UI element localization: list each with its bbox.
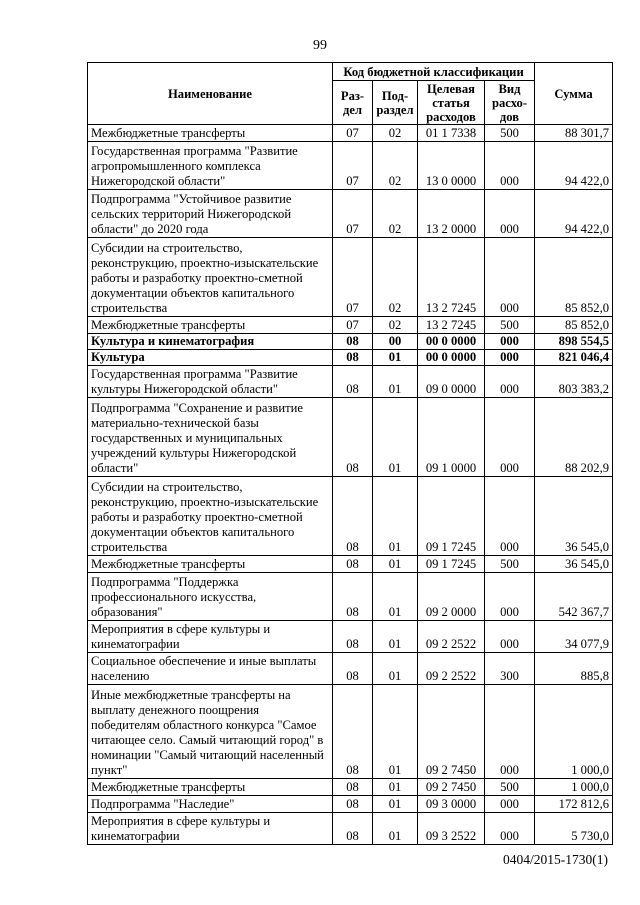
row-vid: 000 xyxy=(485,238,535,317)
row-razdel: 08 xyxy=(333,350,373,366)
table-row xyxy=(88,621,613,653)
header-sum: Сумма xyxy=(535,63,613,125)
row-name: Межбюджетные трансферты xyxy=(88,125,333,142)
row-razdel: 07 xyxy=(333,190,373,238)
row-target: 09 1 7245 xyxy=(418,477,485,556)
row-razdel: 08 xyxy=(333,556,373,573)
header-classification: Код бюджетной классификации xyxy=(333,63,535,81)
table-row xyxy=(88,796,613,813)
row-sum: 885,8 xyxy=(535,653,613,685)
row-podrazdel: 00 xyxy=(373,334,418,350)
row-sum: 36 545,0 xyxy=(535,477,613,556)
budget-table xyxy=(87,62,613,845)
row-podrazdel: 01 xyxy=(373,398,418,477)
row-vid: 000 xyxy=(485,685,535,779)
row-target: 09 0 0000 xyxy=(418,366,485,398)
row-podrazdel: 02 xyxy=(373,125,418,142)
row-vid: 000 xyxy=(485,398,535,477)
row-razdel: 08 xyxy=(333,477,373,556)
row-target: 09 1 0000 xyxy=(418,398,485,477)
row-target: 13 2 7245 xyxy=(418,317,485,334)
row-sum: 94 422,0 xyxy=(535,190,613,238)
row-vid: 000 xyxy=(485,573,535,621)
row-target: 13 2 0000 xyxy=(418,190,485,238)
table-row xyxy=(88,334,613,350)
table-body xyxy=(88,125,613,845)
row-vid: 000 xyxy=(485,813,535,845)
row-razdel: 08 xyxy=(333,796,373,813)
row-podrazdel: 01 xyxy=(373,350,418,366)
row-razdel: 08 xyxy=(333,813,373,845)
row-vid: 000 xyxy=(485,366,535,398)
row-vid: 500 xyxy=(485,317,535,334)
row-sum: 1 000,0 xyxy=(535,685,613,779)
row-name: Межбюджетные трансферты xyxy=(88,556,333,573)
table-row xyxy=(88,813,613,845)
row-target: 09 1 7245 xyxy=(418,556,485,573)
row-vid: 500 xyxy=(485,779,535,796)
row-target: 13 0 0000 xyxy=(418,142,485,190)
row-target: 09 2 0000 xyxy=(418,573,485,621)
row-podrazdel: 02 xyxy=(373,190,418,238)
row-podrazdel: 01 xyxy=(373,813,418,845)
row-target: 09 3 0000 xyxy=(418,796,485,813)
table-row xyxy=(88,125,613,142)
row-sum: 88 301,7 xyxy=(535,125,613,142)
row-podrazdel: 02 xyxy=(373,317,418,334)
row-razdel: 08 xyxy=(333,779,373,796)
row-name: Подпрограмма "Сохранение и развитие материально-технической базы государственных и муниципальных учреждений культуры Нижегородской области" xyxy=(88,398,333,477)
row-name: Подпрограмма "Поддержка профессионального искусства, образования" xyxy=(88,573,333,621)
row-sum: 85 852,0 xyxy=(535,238,613,317)
header-name: Наименование xyxy=(88,63,333,125)
row-razdel: 08 xyxy=(333,366,373,398)
header-razdel: Раз-дел xyxy=(333,81,373,125)
row-podrazdel: 01 xyxy=(373,685,418,779)
row-vid: 000 xyxy=(485,477,535,556)
row-razdel: 08 xyxy=(333,398,373,477)
row-sum: 88 202,9 xyxy=(535,398,613,477)
row-name: Межбюджетные трансферты xyxy=(88,317,333,334)
row-target: 13 2 7245 xyxy=(418,238,485,317)
table-row xyxy=(88,398,613,477)
row-name: Мероприятия в сфере культуры и кинематографии xyxy=(88,813,333,845)
row-name: Культура и кинематография xyxy=(88,334,333,350)
row-razdel: 08 xyxy=(333,653,373,685)
row-vid: 000 xyxy=(485,334,535,350)
row-sum: 803 383,2 xyxy=(535,366,613,398)
row-podrazdel: 01 xyxy=(373,621,418,653)
table-row xyxy=(88,653,613,685)
row-podrazdel: 01 xyxy=(373,573,418,621)
row-name: Иные межбюджетные трансферты на выплату денежного поощрения победителям областного конкурса "Самое читающее село. Самый читающий город" в номинации "Самый читающий населенный пункт" xyxy=(88,685,333,779)
row-target: 09 2 2522 xyxy=(418,653,485,685)
table-row xyxy=(88,142,613,190)
row-vid: 300 xyxy=(485,653,535,685)
table-row xyxy=(88,366,613,398)
row-target: 09 2 2522 xyxy=(418,621,485,653)
row-sum: 1 000,0 xyxy=(535,779,613,796)
table-row xyxy=(88,779,613,796)
row-vid: 000 xyxy=(485,796,535,813)
row-vid: 500 xyxy=(485,556,535,573)
row-target: 00 0 0000 xyxy=(418,334,485,350)
row-razdel: 08 xyxy=(333,685,373,779)
row-sum: 94 422,0 xyxy=(535,142,613,190)
header-podrazdel: Под-раздел xyxy=(373,81,418,125)
row-name: Культура xyxy=(88,350,333,366)
table-row xyxy=(88,556,613,573)
row-sum: 5 730,0 xyxy=(535,813,613,845)
row-razdel: 07 xyxy=(333,125,373,142)
row-vid: 500 xyxy=(485,125,535,142)
row-name: Государственная программа "Развитие агропромышленного комплекса Нижегородской области" xyxy=(88,142,333,190)
row-name: Подпрограмма "Наследие" xyxy=(88,796,333,813)
header-vid: Вид расхо-дов xyxy=(485,81,535,125)
row-name: Субсидии на строительство, реконструкцию, проектно-изыскательские работы и разработку проектно-сметной документации объектов капитального строительства xyxy=(88,238,333,317)
row-name: Мероприятия в сфере культуры и кинематографии xyxy=(88,621,333,653)
table-row xyxy=(88,317,613,334)
row-sum: 85 852,0 xyxy=(535,317,613,334)
document-code: 0404/2015-1730(1) xyxy=(503,852,608,867)
table-row xyxy=(88,477,613,556)
table-row xyxy=(88,190,613,238)
row-target: 00 0 0000 xyxy=(418,350,485,366)
row-target: 09 2 7450 xyxy=(418,779,485,796)
row-razdel: 07 xyxy=(333,238,373,317)
row-podrazdel: 02 xyxy=(373,142,418,190)
table-row xyxy=(88,685,613,779)
row-podrazdel: 01 xyxy=(373,556,418,573)
table-row xyxy=(88,238,613,317)
row-podrazdel: 01 xyxy=(373,366,418,398)
row-target: 09 3 2522 xyxy=(418,813,485,845)
row-sum: 34 077,9 xyxy=(535,621,613,653)
row-vid: 000 xyxy=(485,621,535,653)
row-sum: 821 046,4 xyxy=(535,350,613,366)
row-podrazdel: 01 xyxy=(373,477,418,556)
header-target: Целевая статья расходов xyxy=(418,81,485,125)
row-razdel: 08 xyxy=(333,334,373,350)
row-name: Социальное обеспечение и иные выплаты населению xyxy=(88,653,333,685)
row-razdel: 08 xyxy=(333,573,373,621)
table-row xyxy=(88,573,613,621)
row-name: Межбюджетные трансферты xyxy=(88,779,333,796)
row-name: Государственная программа "Развитие культуры Нижегородской области" xyxy=(88,366,333,398)
row-target: 09 2 7450 xyxy=(418,685,485,779)
row-podrazdel: 01 xyxy=(373,779,418,796)
row-sum: 172 812,6 xyxy=(535,796,613,813)
row-target: 01 1 7338 xyxy=(418,125,485,142)
page-number: 99 xyxy=(313,38,327,53)
row-podrazdel: 01 xyxy=(373,653,418,685)
row-sum: 898 554,5 xyxy=(535,334,613,350)
row-name: Подпрограмма "Устойчивое развитие сельских территорий Нижегородской области" до 2020 года xyxy=(88,190,333,238)
row-vid: 000 xyxy=(485,190,535,238)
row-razdel: 07 xyxy=(333,142,373,190)
row-name: Субсидии на строительство, реконструкцию, проектно-изыскательские работы и разработку проектно-сметной документации объектов капитального строительства xyxy=(88,477,333,556)
row-podrazdel: 02 xyxy=(373,238,418,317)
row-sum: 36 545,0 xyxy=(535,556,613,573)
row-sum: 542 367,7 xyxy=(535,573,613,621)
row-razdel: 07 xyxy=(333,317,373,334)
row-vid: 000 xyxy=(485,142,535,190)
row-razdel: 08 xyxy=(333,621,373,653)
row-podrazdel: 01 xyxy=(373,796,418,813)
table-row xyxy=(88,350,613,366)
row-vid: 000 xyxy=(485,350,535,366)
